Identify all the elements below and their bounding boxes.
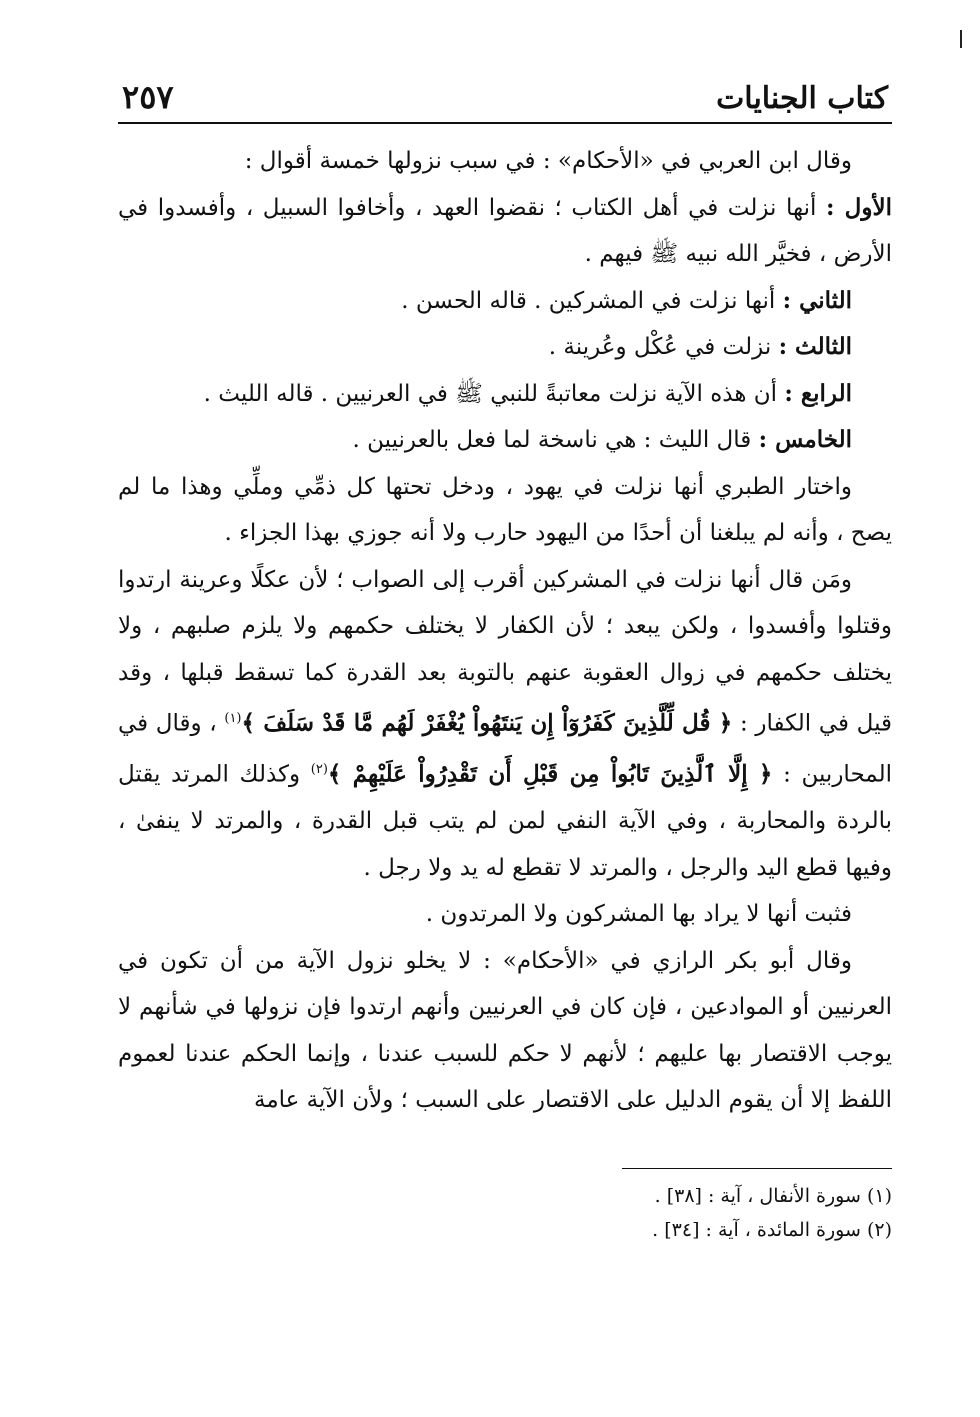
chapter-title: كتاب الجنايات xyxy=(716,81,888,116)
footnote-divider xyxy=(622,1168,892,1169)
paragraph-fourth-opinion: الرابع : أن هذه الآية نزلت معاتبةً للنبي ﷺ في العرنيين . قاله الليث . xyxy=(203,379,852,407)
paragraph-fifth-opinion: الخامس : قال الليث : هي ناسخة لما فعل بالعرنيين . xyxy=(352,426,852,453)
opinion-label: الخامس : xyxy=(758,426,852,453)
paragraph-second-opinion: الثاني : أنها نزلت في المشركين . قاله الحسن . xyxy=(401,286,852,314)
paragraph-conclusion: فثبت أنها لا يراد بها المشركون ولا المرتدون . xyxy=(425,901,852,928)
scan-edge-mark xyxy=(960,30,962,48)
book-page xyxy=(118,60,892,1247)
paragraph: وقال ابن العربي في «الأحكام» : في سبب نزولها خمسة أقوال : xyxy=(244,148,852,174)
opinion-label: الأول : xyxy=(825,193,892,221)
opinion-label: الثاني : xyxy=(782,286,852,314)
paragraph-third-opinion: الثالث : نزلت في عُكْل وعُرينة . xyxy=(548,333,852,360)
opinion-label: الثالث : xyxy=(778,333,852,360)
quran-verse: ﴿ إِلَّا ٱلَّذِينَ تَابُواْ مِن قَبْلِ أَن تَقْدِرُواْ عَلَيْهِمْ ﴾ xyxy=(327,760,773,788)
page-number: ٢٥٧ xyxy=(122,78,174,116)
footnote: (٢) سورة المائدة ، آية : [٣٤] . xyxy=(652,1218,892,1241)
footnote-ref: (١) xyxy=(224,711,242,726)
running-header xyxy=(118,60,892,124)
footnote-ref: (٢) xyxy=(310,762,328,778)
quran-verse: ﴿ قُل لِّلَّذِينَ كَفَرُوٓاْ إِن يَنتَهُواْ يُغْفَرْ لَهُم مَّا قَدْ سَلَفَ ﴾ xyxy=(241,709,733,737)
opinion-label: الرابع : xyxy=(784,379,852,407)
paragraph-with-verses: ومَن قال أنها نزلت في المشركين أقرب إلى الصواب ؛ لأن عكلًا وعرينة ارتدوا وقتلوا وأفسدوا ، ولكن يبعد ؛ لأن الكفار لا يختلف حكمهم ولا يلزم صلبهم ، ولا يختلف حكمهم في زوال العقوبة عنهم بالتوبة بعد القدرة كما تسقط قبلها ، وقد قيل في الكفار : ﴿ قُل لِّلَّذِينَ كَفَرُوٓاْ إِن يَنتَهُواْ يُغْفَرْ لَهُم مَّا قَدْ سَلَفَ ﴾$^{(١)}$ ، وقال في المحاربين : ﴿ إِلَّا ٱلَّذِينَ تَابُواْ مِن قَبْلِ أَن تَقْدِرُواْ عَلَيْهِمْ ﴾$^{(٢)}$ وكذلك المرتد يقتل بالردة والمحاربة ، وفي الآية النفي لمن لم يتب قبل القدرة ، والمرتد لا ينفىٰ ، وفيها قطع اليد والرجل ، والمرتد لا تقطع له يد ولا رجل . xyxy=(118,566,893,881)
main-text xyxy=(118,138,892,1124)
footnotes xyxy=(118,1179,892,1247)
paragraph-first-opinion: الأول : أنها نزلت في أهل الكتاب ؛ نقضوا العهد ، وأخافوا السبيل ، وأفسدوا في الأرض ، فخيَّر الله نبيه ﷺ فيهم . xyxy=(118,193,892,267)
footnote: (١) سورة الأنفال ، آية : [٣٨] . xyxy=(654,1184,892,1207)
paragraph-razi: وقال أبو بكر الرازي في «الأحكام» : لا يخلو نزول الآية من أن تكون في العرنيين أو الموادعين ، فإن كان في العرنيين وأنهم ارتدوا فإن نزولها في شأنهم لا يوجب الاقتصار بها عليهم ؛ لأنهم لا حكم للسبب عندنا ، وإنما الحكم عندنا لعموم اللفظ إلا أن يقوم الدليل على الاقتصار على السبب ؛ ولأن الآية عامة xyxy=(118,947,892,1114)
paragraph-tabari: واختار الطبري أنها نزلت في يهود ، ودخل تحتها كل ذمِّي وملِّي وهذا ما لم يصح ، وأنه لم يبلغنا أن أحدًا من اليهود حارب ولا أنه جوزي بهذا الجزاء . xyxy=(118,473,892,546)
